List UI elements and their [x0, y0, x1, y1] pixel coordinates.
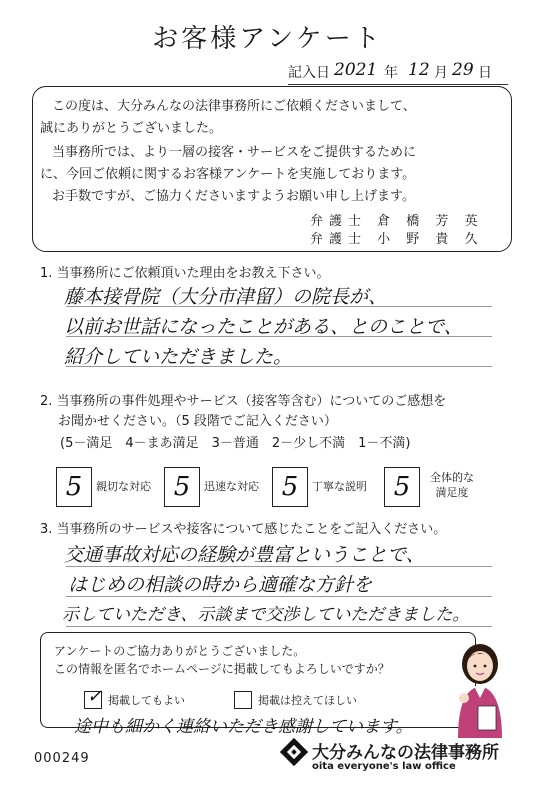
- answer-3-line: 交通事故対応の経験が豊富ということで、: [64, 544, 425, 566]
- rating-label: 親切な対応: [96, 480, 151, 493]
- answer-1-line: 紹介していただきました。: [64, 346, 293, 368]
- entry-date-day: 29: [452, 60, 474, 80]
- consent-allow-checkbox[interactable]: [84, 686, 103, 709]
- rating-score-box: 5: [56, 467, 92, 507]
- answer-3-line: 示していただき、示談まで交渉していただきました。: [62, 605, 470, 625]
- rating-score-box: 5: [164, 467, 200, 507]
- consent-decline-checkbox[interactable]: [234, 691, 252, 709]
- rating-label: 丁寧な説明: [312, 480, 367, 493]
- page-title: お客様アンケート: [152, 24, 383, 54]
- intro-line: 誠にありがとうございました。: [40, 121, 223, 136]
- lawyer-name: 弁護士 倉 橋 芳 英: [310, 214, 484, 229]
- consent-decline-label: 掲載は控えてほしい: [258, 694, 357, 707]
- question-1: 1. 当事務所にご依頼頂いた理由をお教え下さい。: [40, 266, 330, 281]
- question-3: 3. 当事務所のサービスや接客について感じたことをご記入ください。: [40, 522, 447, 537]
- rating-label: 迅速な対応: [204, 480, 259, 493]
- rating-scale: (5－満足 4－まあ満足 3－普通 2－少し不満 1－不満): [60, 436, 411, 451]
- rating-label-line: 全体的な: [430, 471, 474, 484]
- rating-score-box: 5: [272, 467, 308, 507]
- law-office-name-en: oita everyone's law office: [312, 761, 456, 772]
- intro-line: お手数ですが、ご協力くださいますようお願い申し上げます。: [52, 189, 415, 204]
- law-office-logo-icon: [280, 738, 308, 766]
- question-2: 2. 当事務所の事件処理やサービス（接客等含む）についてのご感想を: [40, 394, 447, 409]
- answer-rule: [66, 626, 492, 627]
- lawyer-name: 弁護士 小 野 貴 久: [310, 232, 484, 247]
- consent-thanks: アンケートのご協力ありがとうございました。: [54, 644, 306, 658]
- entry-date: [288, 60, 508, 85]
- rating-label-overall: [430, 470, 474, 500]
- entry-date-label: 記入日: [288, 65, 330, 81]
- checkmark-icon: ✓: [87, 686, 103, 707]
- consent-allow-label: 掲載してもよい: [108, 694, 185, 707]
- law-office-name: 大分みんなの法律事務所: [312, 743, 499, 763]
- intro-line: この度は、大分みんなの法律事務所にご依頼くださいまして、: [52, 99, 416, 114]
- entry-date-month-unit: 月: [434, 65, 448, 81]
- entry-date-year-unit: 年: [384, 65, 398, 81]
- rating-label-line: 満足度: [435, 486, 469, 499]
- answer-1-line: 以前お世話になったことがある、とのことで、: [64, 316, 463, 338]
- answer-1-line: 藤本接骨院（大分市津留）の院長が、: [64, 286, 388, 308]
- intro-line: に、今回ご依頼に関するお客様アンケートを実施しております。: [40, 167, 416, 182]
- answer-3-line: はじめの相談の時から適確な方針を: [68, 574, 373, 596]
- intro-line: 当事務所では、より一層の接客・サービスをご提供するために: [52, 145, 417, 160]
- question-2-line2: お聞かせください。（5 段階でご記入ください）: [58, 414, 337, 429]
- entry-date-year: 2021: [334, 60, 378, 80]
- staff-illustration: [452, 638, 508, 738]
- handwritten-note: 途中も細かく連絡いただき感謝しています。: [74, 717, 413, 737]
- entry-date-day-unit: 日: [478, 65, 492, 81]
- serial-number: 000249: [34, 751, 90, 766]
- consent-question: この情報を匿名でホームページに掲載してもよろしいですか？: [54, 662, 390, 676]
- rating-score-box: 5: [384, 467, 420, 507]
- entry-date-month: 12: [408, 60, 430, 80]
